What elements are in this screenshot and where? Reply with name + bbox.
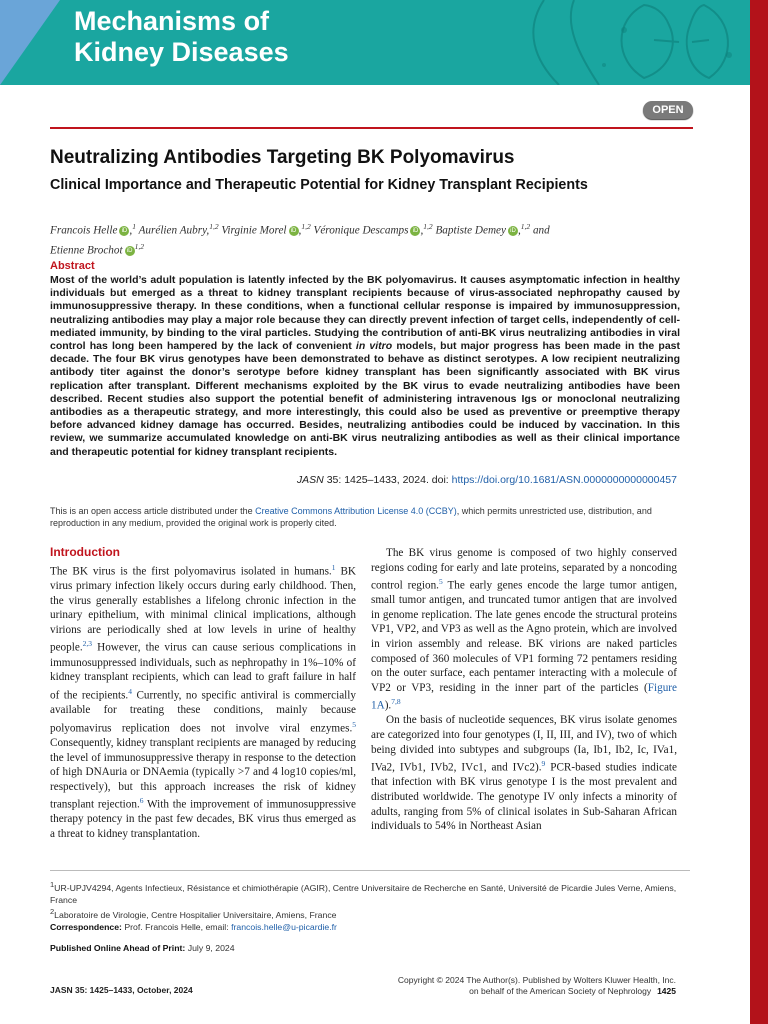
- orcid-icon[interactable]: iD: [289, 226, 299, 236]
- orcid-icon[interactable]: iD: [125, 246, 135, 256]
- license-link[interactable]: Creative Commons Attribution License 4.0 (CCBY): [255, 506, 457, 516]
- introduction-heading: Introduction: [50, 545, 120, 559]
- affiliations: [50, 879, 690, 921]
- text-run: The BK virus is the first polyomavirus isolated in humans.: [50, 565, 332, 578]
- journal-section-title: [74, 6, 289, 68]
- journal-banner: [0, 0, 768, 85]
- author-affiliation: 1,2: [301, 222, 311, 231]
- abstract-heading: Abstract: [50, 260, 95, 272]
- footer-copyright: [398, 975, 676, 997]
- page-number: 1425: [657, 986, 676, 996]
- author-affiliation: 1,2: [209, 222, 219, 231]
- text-run: PCR-based studies indicate that infection with BK virus genotype I is the most prevalent and distributed worldwide. The genotype IV only infects a minority of adults, ranging from 5% of clinical isolates in Sub-Saharan African individuals to 54% in Northeast Asian: [371, 761, 677, 833]
- reference-link[interactable]: 7,8: [391, 697, 401, 707]
- text-run: Currently, no specific antiviral is commercially available for treating these conditions, mainly because polyomavirus replication does not involve viral enzymes.: [50, 689, 356, 735]
- affiliation-2: $^2$Laboratoire de Virologie, Centre Hospitalier Universitaire, Amiens, France: [50, 906, 337, 920]
- author-affiliation: 1,2: [134, 241, 144, 251]
- license-statement: [50, 505, 690, 529]
- copyright-line1: Copyright © 2024 The Author(s). Published by Wolters Kluwer Health, Inc.: [397, 975, 676, 985]
- abstract-part1: Most of the world’s adult population is latently infected by the BK polyomavirus. It causes asymptomatic infection in healthy individuals but emerged as a threat to kidney transplant recipients because of virus-associated nephropathy caused by immunosuppressive therapy. In these conditions, when a functional cellular response is impaired by immunosuppression, neutralizing antibodies may play a major role because they can directly prevent infection of target cells, independently of cell-mediated immunity, by binding to the viral particles. Studying the contribution of anti-BK virus neutralizing antibodies in viral control has long been hampered by the lack of convenient: [50, 274, 680, 353]
- reference-link[interactable]: 2,3: [82, 639, 92, 649]
- text-run: With the improvement of immunosuppressive therapy potency in the past few decades, BK virus thus emerged as a threat to kidney transplantation.: [50, 798, 356, 840]
- author-name: Etienne Brochot: [50, 244, 123, 257]
- text-run: The early genes encode the large tumor antigen, small tumor antigen, and truncated tumor antigen that are involved in genome replication. The late genes encode the structural proteins VP1, VP2, and VP3 as well as the Agno protein, which are involved in virion assembly and release. BK virions are naked particles composed of 360 molecules of VP1 forming 72 pentamers residing on the outer surface, each pentamer interacting with a molecule of VP2 or VP3, residing in the inner part of the particles (: [371, 579, 677, 694]
- text-run: Consequently, kidney transplant recipients are managed by reducing the level of immunosuppressive therapy in response to the detection of high DNAuria or DNAemia (typically >7 and 4 log10 copies/ml, respectively), but this approach increases the risk of kidney transplant rejection.: [50, 736, 356, 811]
- genotype-paragraph: [371, 713, 677, 833]
- orcid-icon[interactable]: iD: [410, 226, 420, 236]
- abstract-text: [50, 274, 680, 459]
- license-pre: This is an open access article distributed under the: [50, 506, 253, 516]
- copyright-line2: on behalf of the American Society of Nephrology: [469, 986, 652, 996]
- author-affiliation: 1,2: [520, 222, 531, 231]
- intro-paragraph: [50, 561, 356, 842]
- text-run: The BK virus genome is composed of two highly conserved regions coding for early and late proteins, separated by a noncoding control region.: [371, 547, 677, 592]
- footnote-divider: [50, 870, 690, 871]
- reference-link[interactable]: 5: [438, 577, 443, 587]
- reference-link[interactable]: 5: [352, 719, 356, 729]
- text-run: On the basis of nucleotide sequences, BK virus isolate genomes are categorized into four genotypes (I, II, III, and IV), two of which being divided into subtypes and subgroups (Ia, Ib1, Ib2, Ic, IVa1, IVa2, IVb1, IVb2, IVc1, and IVc2).: [371, 714, 677, 774]
- text-run: ).: [384, 699, 392, 712]
- abstract-italic: in vitro: [355, 340, 393, 353]
- genome-paragraph: [371, 546, 677, 713]
- citation-line: [297, 474, 677, 486]
- citation-text: 35: 1425–1433, 2024. doi:: [326, 474, 449, 486]
- license-post: , which permits unrestricted use, distribution, and reproduction in any medium, provided the original work is properly cited.: [50, 506, 652, 528]
- text-run: However, the virus can cause serious complications in immunosuppressed individuals, such as nephropathy in 1%–10% of kidney transplant recipients, which can lead to graft failure in half of the recipients.: [50, 642, 356, 702]
- doi-link[interactable]: https://doi.org/10.1681/ASN.0000000000000457: [451, 474, 677, 486]
- article-title: Neutralizing Antibodies Targeting BK Polyomavirus: [50, 147, 515, 168]
- page-edge-red-bar: [750, 0, 768, 1024]
- author-name: Véronique Descamps: [313, 224, 409, 237]
- author-name: Baptiste Demey: [435, 224, 506, 237]
- orcid-icon[interactable]: iD: [119, 226, 129, 236]
- author-name: Virginie Morel: [221, 224, 287, 237]
- figure-link[interactable]: Figure 1A: [371, 681, 677, 712]
- correspondence-email-link[interactable]: francois.helle@u-picardie.fr: [231, 922, 337, 932]
- publication-date-value: July 9, 2024: [187, 943, 235, 953]
- correspondence-label: Correspondence:: [50, 922, 122, 932]
- journal-title-line1: Mechanisms of: [74, 6, 270, 36]
- correspondence-text: Prof. Francois Helle, email:: [124, 922, 229, 932]
- reference-link[interactable]: 9: [541, 759, 546, 769]
- open-access-badge: OPEN: [643, 101, 693, 119]
- header-rule: [50, 127, 693, 129]
- author-list: Francois Helle iD ,$^1$ Aurélien Aubry,$^{1,2}$ Virginie Morel iD ,$^{1,2}$ Véronique Descamps iD ,$^{1,2}$ Baptiste Demey iD ,$^{1,2}$ and Etienne Brochot iD$^{1,2}$: [50, 222, 550, 257]
- footer-journal-info: JASN 35: 1425–1433, October, 2024: [50, 985, 193, 995]
- article-subtitle: Clinical Importance and Therapeutic Potential for Kidney Transplant Recipients: [50, 177, 588, 193]
- publication-date: [50, 943, 235, 953]
- authors-and: and: [532, 224, 550, 237]
- affiliation-1: $^1$UR-UPJV4294, Agents Infectieux, Résistance et chimiothérapie (AGIR), Centre Universitaire de Recherche en Santé, Université de Picardie Jules Verne, Amiens, France: [50, 880, 677, 905]
- banner-blue-corner: [0, 0, 60, 85]
- affiliation-1-text: UR-UPJV4294, Agents Infectieux, Résistance et chimiothérapie (AGIR), Centre Universitaire de Recherche en Santé, Université de Picardie Jules Verne, Amiens, France: [50, 882, 677, 905]
- body-column-right: [371, 546, 677, 834]
- text-run: BK virus primary infection likely occurs during early childhood. Then, the virus generally establishes a lifelong chronic infection in the urinary epithelium, with minimal clinical implications, although virions are periodically shed at low levels in urine of healthy people.: [50, 565, 356, 655]
- citation-journal: JASN: [296, 474, 324, 486]
- kidney-illustration-icon: [504, 0, 754, 85]
- journal-title-line2: Kidney Diseases: [74, 37, 289, 67]
- publication-label: Published Online Ahead of Print:: [50, 943, 186, 953]
- reference-link[interactable]: 4: [128, 686, 132, 696]
- author-name: Francois Helle: [50, 224, 118, 237]
- correspondence: [50, 922, 337, 932]
- body-column-left: [50, 561, 356, 842]
- reference-link[interactable]: 1: [331, 563, 336, 572]
- reference-link[interactable]: 6: [139, 796, 144, 806]
- author-affiliation: 1: [132, 222, 136, 231]
- abstract-part2: models, but major progress has been made in the past decade. The four BK virus genotypes have been demonstrated to behave as distinct serotypes. A low recipient neutralizing antibody titer against the donor’s serotype before kidney transplant has been significantly associated with BK virus replication after transplant. Different mechanisms exploited by the BK virus to evade neutralizing antibodies have been described. Recent studies also support the potential benefit of administering intravenous Igs or monoclonal neutralizing antibodies as a therapeutic strategy, and more interestingly, this could also be used as preventive or preemptive therapy before advanced kidney damage has occurred. Besides, neutralizing antibodies could be induced by vaccination. In this review, we summarize accumulated knowledge on anti-BK virus neutralizing antibodies as well as their clinical importance and therapeutic potential for kidney transplant recipients.: [50, 340, 681, 458]
- author-affiliation: 1,2: [423, 222, 433, 231]
- orcid-icon[interactable]: iD: [508, 226, 518, 236]
- affiliation-2-text: Laboratoire de Virologie, Centre Hospitalier Universitaire, Amiens, France: [54, 909, 337, 920]
- author-name: Aurélien Aubry,: [138, 224, 210, 237]
